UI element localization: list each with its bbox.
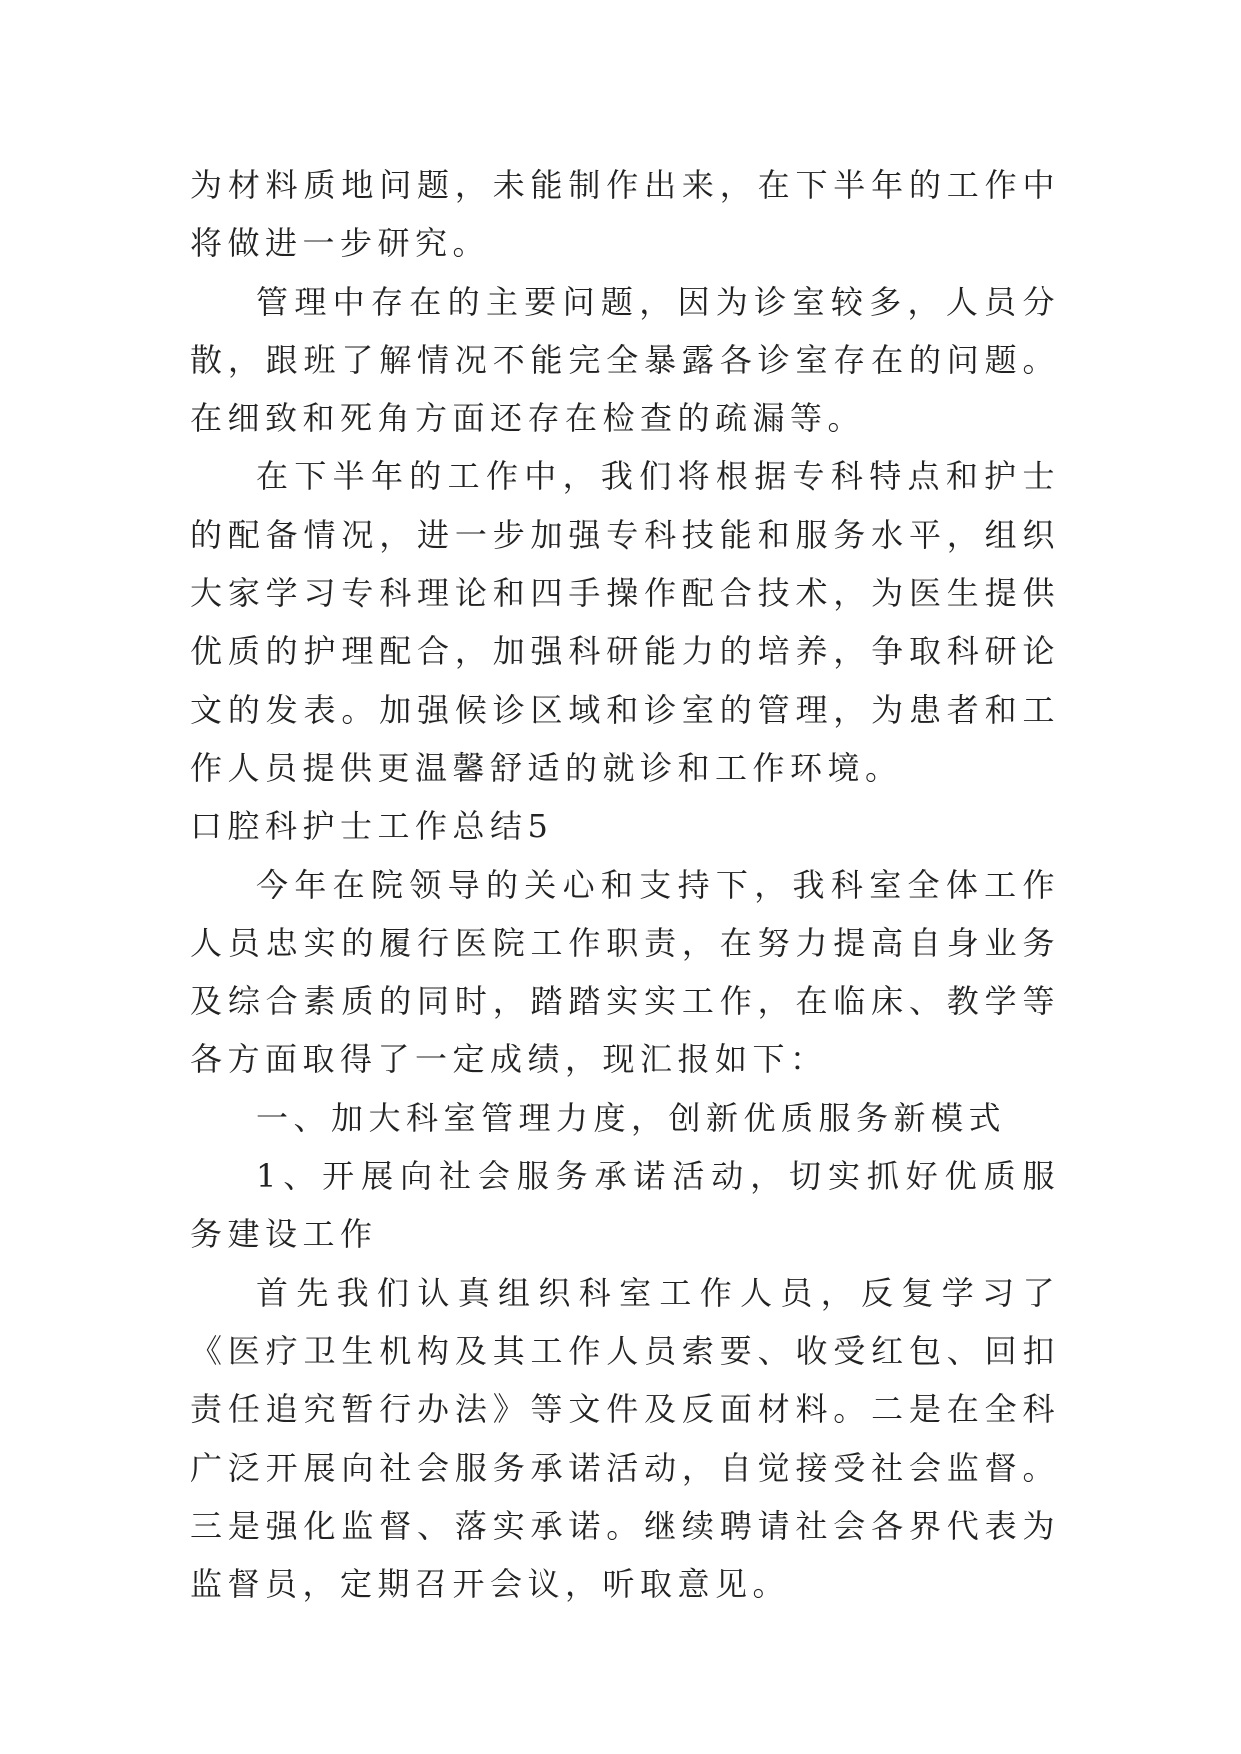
paragraph-intro: 今年在院领导的关心和支持下，我科室全体工作人员忠实的履行医院工作职责，在努力提高自身业务及综合素质的同时，踏踏实实工作，在临床、教学等各方面取得了一定成绩，现汇报如下： [190, 865, 1060, 1079]
paragraph-management-issues: 管理中存在的主要问题，因为诊室较多，人员分散，跟班了解情况不能完全暴露各诊室存在的问题。在细致和死角方面还存在检查的疏漏等。 [190, 282, 1060, 438]
subheading-one: 一、加大科室管理力度，创新优质服务新模式 [256, 1098, 1007, 1137]
paragraph-measures: 首先我们认真组织科室工作人员，反复学习了《医疗卫生机构及其工作人员索要、收受红包、回扣责任追究暂行办法》等文件及反面材料。二是在全科广泛开展向社会服务承诺活动，自觉接受社会监督。三是强化监督、落实承诺。继续聘请社会各界代表为监督员，定期召开会议，听取意见。 [190, 1273, 1060, 1604]
subheading-item-1: 1、开展向社会服务承诺活动，切实抓好优质服务建设工作 [190, 1157, 1060, 1254]
document-body [190, 156, 1060, 1613]
paragraph-continuation: 为材料质地问题，未能制作出来，在下半年的工作中将做进一步研究。 [190, 166, 1060, 263]
paragraph-second-half-plan: 在下半年的工作中，我们将根据专科特点和护士的配备情况，进一步加强专科技能和服务水平，组织大家学习专科理论和四手操作配合技术，为医生提供优质的护理配合，加强科研能力的培养，争取科研论文的发表。加强候诊区域和诊室的管理，为患者和工作人员提供更温馨舒适的就诊和工作环境。 [190, 457, 1060, 787]
section-heading: 口腔科护士工作总结5 [190, 807, 554, 846]
